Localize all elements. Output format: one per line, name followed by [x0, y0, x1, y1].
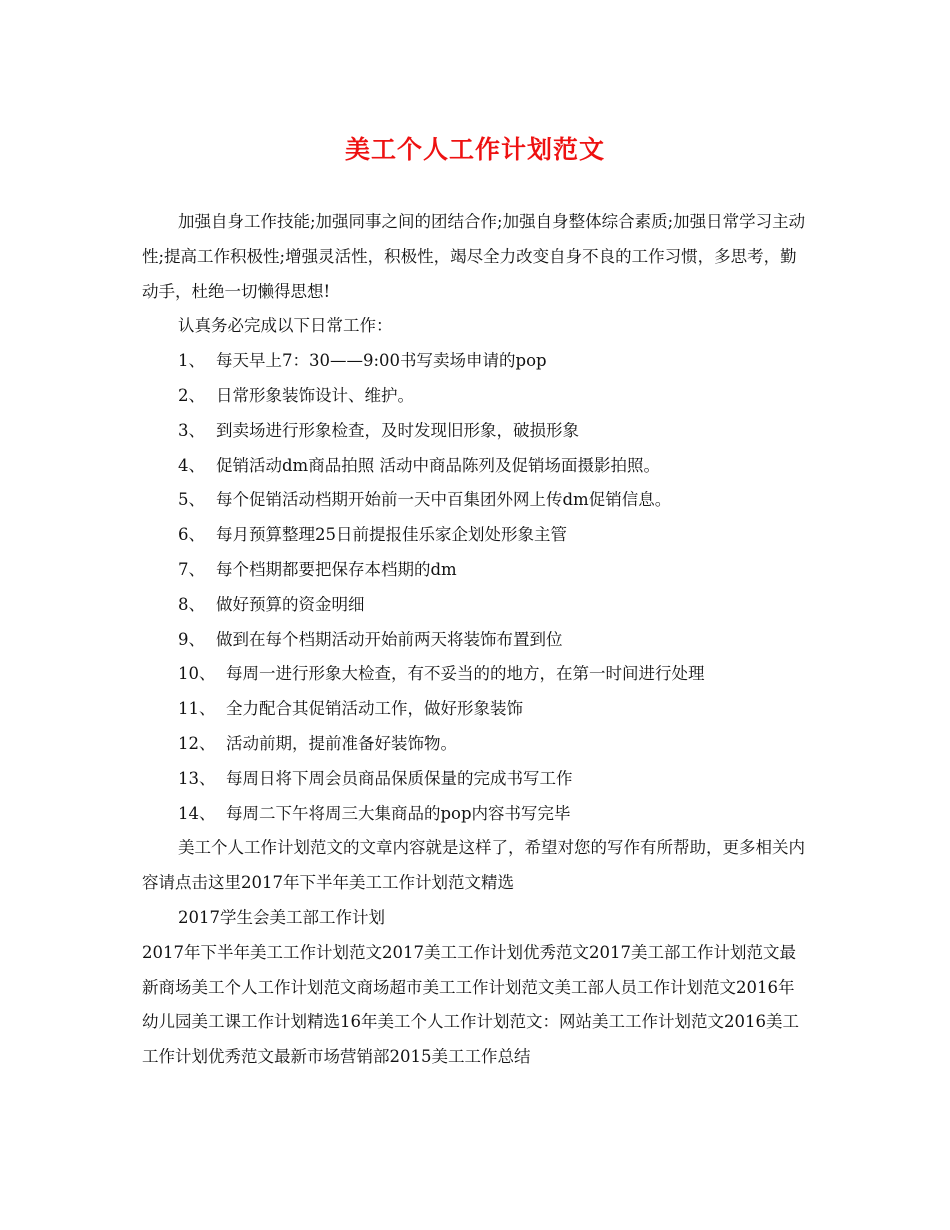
list-item-number: 12、 [178, 733, 216, 753]
list-item [142, 483, 810, 518]
list-item-text: 每周二下午将周三大集商品的pop内容书写完毕 [226, 803, 571, 823]
closing-paragraph: 美工个人工作计划范文的文章内容就是这样了，希望对您的写作有所帮助，更多相关内容请点击这里2017年下半年美工工作计划范文精选 [142, 838, 805, 893]
list-item [142, 379, 810, 414]
list-item [142, 518, 810, 553]
list-item-text: 活动前期，提前准备好装饰物。 [226, 733, 457, 753]
list-item [142, 553, 810, 588]
list-item-number: 4、 [178, 455, 205, 475]
related-heading: 2017学生会美工部工作计划 [178, 907, 385, 927]
list-item [142, 727, 810, 762]
list-item-text: 每周日将下周会员商品保质保量的完成书写工作 [226, 768, 573, 788]
list-item-text: 做到在每个档期活动开始前两天将装饰布置到位 [216, 629, 563, 649]
list-item-number: 8、 [178, 594, 205, 614]
document-title: 美工个人工作计划范文 [344, 135, 605, 164]
list-item-number: 6、 [178, 525, 205, 545]
list-item-text: 每月预算整理25日前提报佳乐家企划处形象主管 [216, 525, 567, 545]
list-item-text: 促销活动dm商品拍照 活动中商品陈列及促销场面摄影拍照。 [216, 455, 660, 475]
list-item-text: 每天早上7：30——9:00书写卖场申请的pop [216, 351, 547, 371]
related-links-text: 2017年下半年美工工作计划范文2017美工工作计划优秀范文2017美工部工作计划范文最新商场美工个人工作计划范文商场超市美工工作计划范文美工部人员工作计划范文2016年幼儿园美工课工作计划精选16年美工个人工作计划范文：网站美工工作计划范文2016美工工作计划优秀范文最新市场营销部2015美工工作总结 [142, 942, 799, 1067]
list-item-number: 1、 [178, 351, 205, 371]
list-item-text: 每个促销活动档期开始前一天中百集团外网上传dm促销信息。 [216, 490, 672, 510]
intro-paragraph: 加强自身工作技能;加强同事之间的团结合作;加强自身整体综合素质;加强日常学习主动性;提高工作积极性;增强灵活性，积极性，竭尽全力改变自身不良的工作习惯，多思考，勤动手，杜绝一切懒得思想! [142, 212, 806, 301]
list-item [142, 623, 810, 658]
list-item-number: 7、 [178, 559, 205, 579]
list-item [142, 762, 810, 797]
list-item-text: 日常形象装饰设计、维护。 [216, 385, 414, 405]
list-item-number: 14、 [178, 803, 216, 823]
list-intro: 认真务必完成以下日常工作： [178, 316, 393, 336]
list-item [142, 449, 810, 484]
document-body [142, 205, 810, 1075]
task-list [142, 344, 810, 831]
list-item-text: 做好预算的资金明细 [216, 594, 365, 614]
list-item-number: 9、 [178, 629, 205, 649]
list-item-number: 11、 [178, 699, 216, 719]
list-item [142, 588, 810, 623]
list-item [142, 692, 810, 727]
list-item-text: 每个档期都要把保存本档期的dm [216, 559, 457, 579]
list-item-number: 2、 [178, 385, 205, 405]
list-item-text: 每周一进行形象大检查，有不妥当的的地方，在第一时间进行处理 [226, 664, 705, 684]
list-item [142, 797, 810, 832]
list-item-number: 5、 [178, 490, 205, 510]
list-item-number: 10、 [178, 664, 216, 684]
list-item [142, 414, 810, 449]
list-item-number: 13、 [178, 768, 216, 788]
list-item-number: 3、 [178, 420, 205, 440]
list-item-text: 到卖场进行形象检查，及时发现旧形象，破损形象 [216, 420, 579, 440]
list-item-text: 全力配合其促销活动工作，做好形象装饰 [226, 699, 523, 719]
list-item [142, 344, 810, 379]
list-item [142, 657, 810, 692]
